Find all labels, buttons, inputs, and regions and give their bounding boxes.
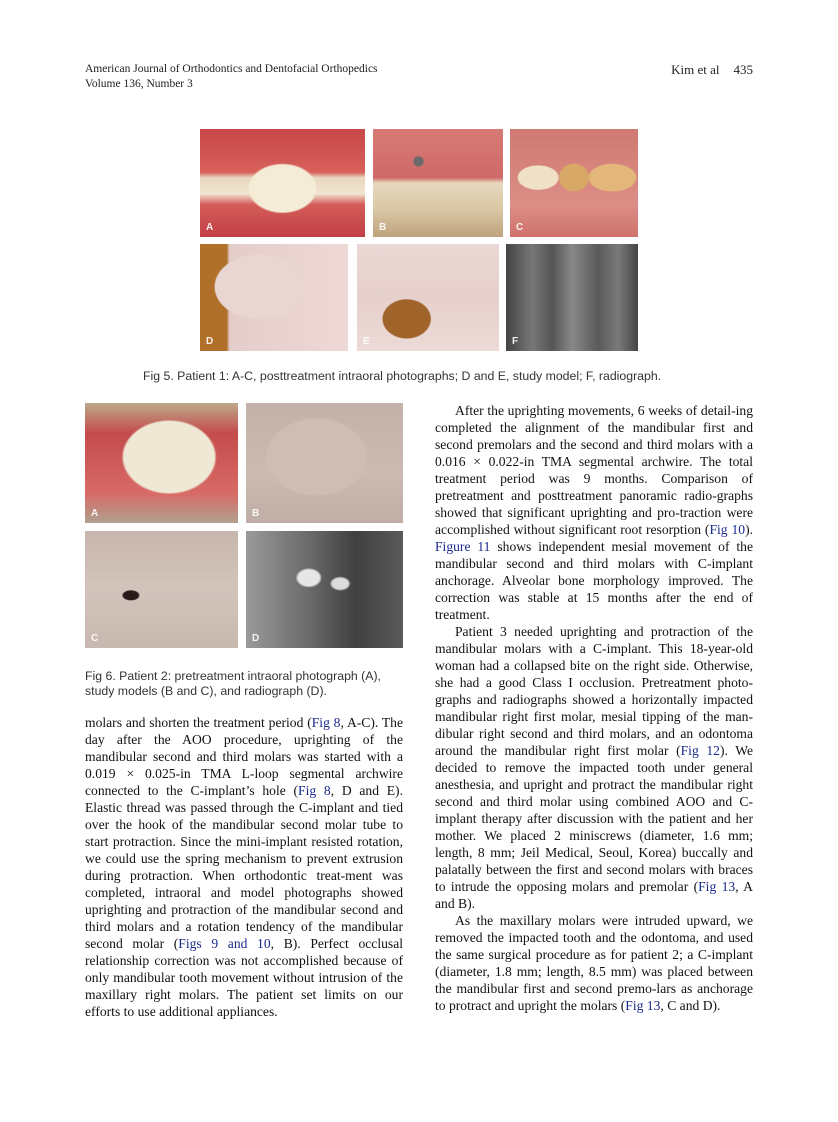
fig5-panel-a [200,129,365,237]
fig6-panel-c [85,531,238,648]
panel-label: A [91,508,99,519]
fig5-panel-b [373,129,503,237]
figure-ref-link[interactable]: Fig 13 [625,998,661,1013]
figure-5-caption: Fig 5. Patient 1: A-C, posttreatment intraoral photographs; D and E, study model; F, radiograph. [143,369,662,383]
fig5-panel-f [506,244,638,351]
figure-ref-link[interactable]: Fig 8 [298,783,331,798]
paragraph [435,402,753,623]
figure-ref-link[interactable]: Fig 12 [680,743,720,758]
figure-ref-link[interactable]: Figure 11 [435,539,491,554]
panel-label: C [91,633,99,644]
fig5-panel-e [357,244,499,351]
caption-line: study models (B and C), and radiograph (D). [85,684,327,698]
panel-label: D [252,633,260,644]
text: ). We decided to remove the impacted tooth under general anesthesia, and upright and protract the mandibular right second and third molar using combined AOO and C-implant therapy after discussion with the patient and her mother. We placed 2 miniscrews (diameter, 1.6 mm; length, 8 mm; Jeil Medical, Seoul, Korea) buccally and palatally between the first and second molars with braces to intrude the opposing molars and premolar ( [435,743,753,894]
fig5-panel-d [200,244,348,351]
panel-label: A [206,222,214,233]
fig6-panel-d [246,531,403,648]
panel-label: C [516,222,524,233]
text: shows independent mesial movement of the mandibular second and third molars with C-implant anchorage. Alveolar bone morphology improved. The correction was stable at 15 months after the end of treatment. [435,539,753,622]
caption-line: Fig 6. Patient 2: pretreatment intraoral photograph (A), [85,669,381,683]
journal-info [85,62,378,92]
right-column [435,402,753,1014]
text: Patient 3 needed uprighting and protraction of the mandibular molars with a C-implant. This 18-year-old woman had a collapsed bite on the right side. Otherwise, she had a good Class I occlusion. Pretreatment photo-graphs and radiographs showed a horizontally impacted mandibular right first molar, mesial tipping of the man-dibular right second and third molars, and an odontoma around the mandibular right first molar ( [435,624,753,758]
figure-ref-link[interactable]: Fig 13 [698,879,736,894]
page-number: 435 [733,62,753,77]
left-column [85,714,403,1020]
text: , B). Perfect occlusal relationship correction was not accomplished because of only mandibular tooth movement without intrusion of the maxillary right molars. The patient set limits on our efforts to use additional appliances. [85,936,404,1019]
text: , A-C). The day after the AOO procedure, uprighting of the mandibular second and third molars was started with a 0.019 × 0.025-in TMA L-loop segmental archwire connected to the C-implant’s hole ( [85,715,403,798]
fig6-panel-a [85,403,238,523]
journal-volume: Volume 136, Number 3 [85,78,193,90]
paragraph [435,912,753,1014]
journal-title: American Journal of Orthodontics and Dentofacial Orthopedics [85,63,378,75]
panel-label: D [206,336,214,347]
fig6-panel-b [246,403,403,523]
text: , D and E). Elastic thread was passed through the C-implant and tied over the hook of the mandibular second molar tube to start protraction. Since the mini-implant resisted rotation, we could use the spring mechanism to prevent extrusion during protraction. When orthodontic treat-ment was completed, intraoral and model photographs showed uprighting and protraction of the mandibular second and third molars and a rotation tendency of the mandibular second molar ( [85,783,403,951]
author-page [671,62,753,77]
paragraph [435,623,753,912]
text: ). [745,522,753,537]
panel-label: F [512,336,519,347]
text: , C and D). [660,998,721,1013]
panel-label: B [252,508,260,519]
authors: Kim et al [671,62,720,77]
figure-ref-link[interactable]: Fig 8 [311,715,341,730]
figure-ref-link[interactable]: Fig 10 [709,522,746,537]
text: After the uprighting movements, 6 weeks of detail-ing completed the alignment of the mandibular first and second premolars and the second and third molars with a 0.016 × 0.022-in TMA segmental archwire. The total treatment period was 9 months. Comparison of pretreatment and posttreatment panoramic radio-graphs showed that significant uprighting and pro-traction were accomplished without significant root resorption ( [435,403,753,537]
panel-label: B [379,222,387,233]
text: molars and shorten the treatment period ( [85,715,312,730]
paragraph [85,714,403,1020]
panel-label: E [363,336,370,347]
fig5-panel-c [510,129,638,237]
figure-ref-link[interactable]: Figs 9 and 10 [178,936,271,951]
text: As the maxillary molars were intruded upward, we removed the impacted tooth and the odontoma, and used the same surgical procedure as for patient 2; a C-implant (diameter, 1.8 mm; length, 8.5 mm) was placed between the mandibular first and second premo-lars as anchorage to protract and upright the molars ( [435,913,753,1013]
figure-6-caption [85,669,415,699]
text: , A and B). [435,879,753,911]
